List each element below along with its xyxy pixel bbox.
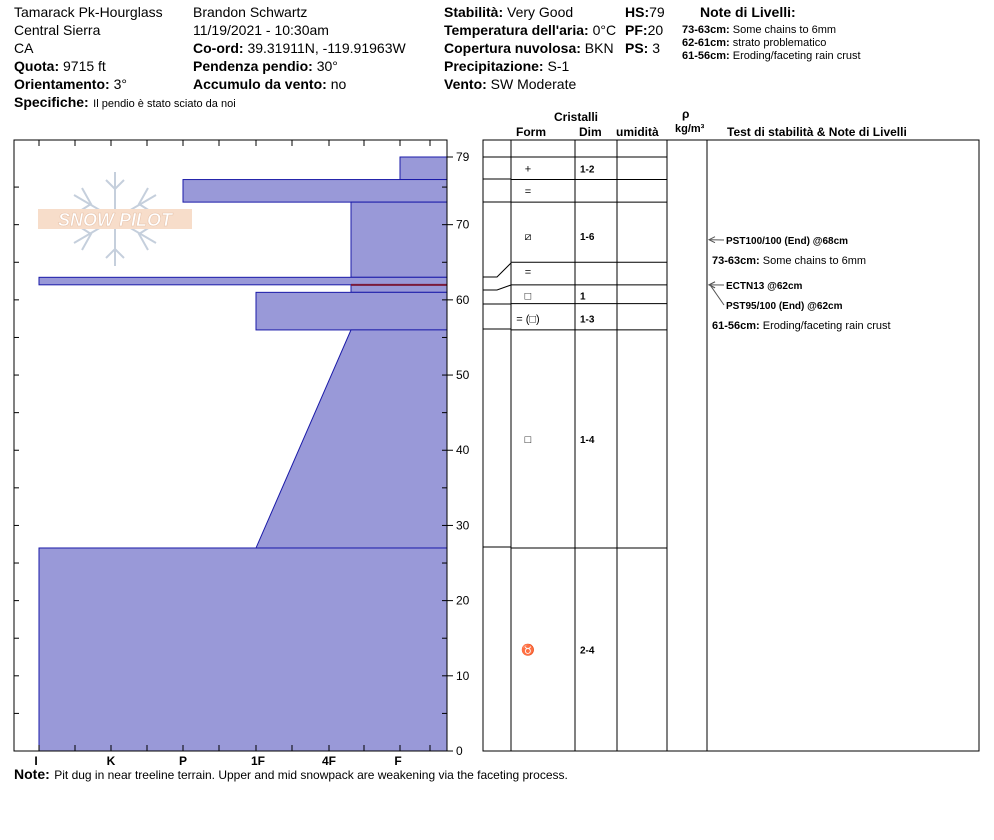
layer-note-range: 62-61cm:	[682, 37, 730, 49]
snowpilot-logo	[38, 172, 192, 266]
coords-label: Co-ord:	[193, 40, 244, 56]
grain-form: =	[524, 185, 532, 198]
range: Central Sierra	[14, 22, 101, 38]
grain-form: ♉	[521, 644, 535, 657]
sky-value: BKN	[584, 40, 614, 56]
hardness-layer	[39, 277, 447, 285]
layer-connector	[483, 285, 511, 290]
stability-test: PST100/100 (End) @68cm	[726, 236, 849, 247]
grain-size: 1-6	[580, 231, 595, 243]
aspect-label: Orientamento:	[14, 76, 110, 92]
layer-note-text: strato problematico	[732, 37, 827, 49]
hardness-category-label: 1F	[250, 754, 266, 768]
hardness-layer	[351, 202, 447, 277]
crystals-header: Cristalli	[554, 110, 599, 124]
grain-form: = (□)	[516, 313, 540, 326]
state: CA	[14, 40, 34, 56]
hardness-category-label: F	[394, 754, 402, 768]
specifics-value: Il pendio è stato sciato da noi	[93, 98, 236, 110]
stability-value: Very Good	[507, 4, 574, 20]
sky-label: Copertura nuvolosa:	[444, 40, 581, 56]
grain-form: +	[524, 163, 532, 176]
air-temp-value: 0°C	[592, 22, 617, 38]
precip-value: S-1	[547, 58, 570, 74]
wind-value: SW Moderate	[490, 76, 577, 92]
air-temp-label: Temperatura dell'aria:	[444, 22, 589, 38]
hardness-layer	[39, 548, 447, 751]
grain-form: □	[524, 433, 532, 446]
layer-table	[483, 140, 979, 751]
hs-label: HS:	[625, 4, 650, 20]
hardness-layer	[351, 285, 447, 293]
wind-loading-value: no	[330, 76, 347, 92]
density-unit: kg/m³	[675, 123, 705, 135]
test-note-text: Some chains to 6mm	[762, 255, 867, 267]
coords-value: 39.31911N, -119.91963W	[247, 40, 406, 56]
elevation-label: Quota:	[14, 58, 60, 74]
hardness-profile	[39, 157, 447, 751]
size-header: Dim	[579, 125, 602, 139]
test-arrow	[710, 285, 724, 305]
layer-connector	[483, 263, 511, 277]
form-header: Form	[516, 125, 546, 139]
note-label: Note:	[14, 766, 50, 782]
stability-test: PST95/100 (End) @62cm	[726, 301, 843, 312]
aspect-value: 3°	[113, 76, 127, 92]
datetime: 11/19/2021 - 10:30am	[193, 22, 329, 38]
depth-tick-label: 10	[456, 668, 470, 683]
stability-test: ECTN13 @62cm	[726, 281, 803, 292]
depth-tick-label: 0	[456, 744, 463, 758]
slope-label: Pendenza pendio:	[193, 58, 313, 74]
layer-note-text: Some chains to 6mm	[732, 24, 837, 36]
test-note-text: Eroding/faceting rain crust	[762, 320, 891, 332]
grain-size: 1	[580, 291, 586, 303]
stability-label: Stabilità:	[444, 4, 504, 20]
grain-form: □	[524, 290, 532, 303]
hardness-category-label: I	[34, 754, 38, 768]
hardness-layer	[256, 292, 447, 330]
test-note-range: 61-56cm:	[712, 320, 763, 332]
note-text: Pit dug in near treeline terrain. Upper and mid snowpack are weakening via the faceting process.	[54, 768, 568, 782]
pf-value: 20	[647, 22, 664, 38]
tests-header: Test di stabilità & Note di Livelli	[727, 125, 907, 139]
hardness-category-label: 4F	[321, 754, 337, 768]
grain-size: 2-4	[580, 645, 595, 657]
grain-form: ⧄	[524, 230, 532, 243]
test-note-range: 73-63cm:	[712, 255, 763, 267]
layer-note-text: Eroding/faceting rain crust	[732, 50, 861, 62]
layer-note-range: 73-63cm:	[682, 24, 730, 36]
footer-note	[14, 766, 568, 784]
observer: Brandon Schwartz	[193, 4, 308, 20]
hardness-category-label: K	[106, 754, 116, 768]
test-layer-note	[712, 320, 891, 332]
ps-label: PS:	[625, 40, 649, 56]
depth-tick-label: 70	[456, 217, 470, 232]
hardness-category-label: P	[178, 754, 188, 768]
depth-tick-label: 60	[456, 292, 470, 307]
ps-value: 3	[652, 40, 661, 56]
density-symbol: ρ	[682, 107, 690, 121]
grain-size: 1-4	[580, 434, 595, 446]
logo-text: SNOW PILOT	[58, 210, 172, 230]
slope-value: 30°	[316, 58, 338, 74]
depth-tick-label: 40	[456, 443, 470, 458]
grain-size: 1-3	[580, 314, 595, 326]
grain-form: =	[524, 266, 532, 279]
depth-tick-label: 50	[456, 368, 470, 383]
elevation-value: 9715 ft	[63, 58, 106, 74]
depth-tick-label: 79	[456, 150, 470, 164]
layer-table-frame	[483, 140, 979, 751]
hardness-layer	[256, 330, 447, 548]
hardness-layer	[183, 180, 447, 203]
grain-size: 1-2	[580, 164, 595, 176]
depth-tick-label: 30	[456, 518, 470, 533]
wind-label: Vento:	[444, 76, 487, 92]
test-layer-note	[712, 255, 866, 267]
layer-note-range: 61-56cm:	[682, 50, 730, 62]
pf-label: PF:	[625, 22, 648, 38]
depth-tick-label: 20	[456, 593, 470, 608]
location: Tamarack Pk-Hourglass	[14, 4, 163, 20]
hs-value: 79	[649, 4, 665, 20]
wind-loading-label: Accumulo da vento:	[193, 76, 327, 92]
hardness-layer	[400, 157, 447, 180]
precip-label: Precipitazione:	[444, 58, 544, 74]
specifics-label: Specifiche:	[14, 94, 89, 110]
moisture-header: umidità	[616, 125, 659, 139]
layer-notes-title: Note di Livelli:	[700, 4, 796, 20]
